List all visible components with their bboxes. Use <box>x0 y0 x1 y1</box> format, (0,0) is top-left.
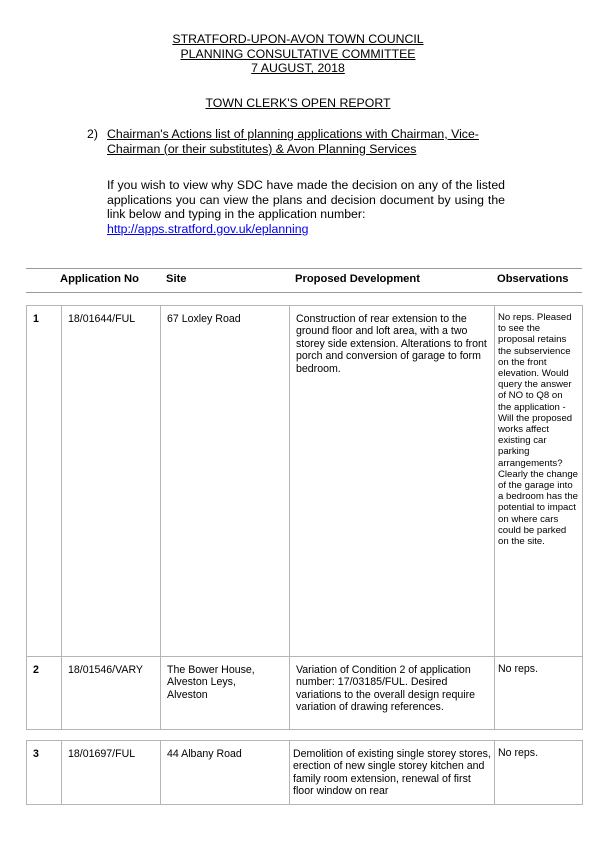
item-number: 2) <box>87 127 98 141</box>
proposed-development: Demolition of existing single storey stores, erection of new single storey kitchen and family room extension, renewal of first floor window on rear <box>293 748 491 798</box>
table-row <box>26 305 583 657</box>
column-divider <box>494 657 495 729</box>
column-divider <box>160 657 161 729</box>
site: The Bower House, Alveston Leys, Alveston <box>167 664 255 701</box>
report-title: TOWN CLERK'S OPEN REPORT <box>205 96 391 110</box>
column-divider <box>61 657 62 729</box>
committee-name: PLANNING CONSULTATIVE COMMITTEE <box>180 46 416 61</box>
column-divider <box>494 741 495 804</box>
column-divider <box>160 306 161 656</box>
meeting-date: 7 AUGUST, 2018 <box>251 61 345 76</box>
column-divider <box>61 306 62 656</box>
header-proposed-development: Proposed Development <box>295 273 420 285</box>
table-row <box>26 740 583 805</box>
column-divider <box>61 741 62 804</box>
column-divider <box>289 306 290 656</box>
column-divider <box>494 306 495 656</box>
eplanning-link[interactable]: http://apps.stratford.gov.uk/eplanning <box>107 221 309 236</box>
column-divider <box>289 657 290 729</box>
row-number: 2 <box>33 664 39 676</box>
site: 67 Loxley Road <box>167 313 241 325</box>
proposed-development: Construction of rear extension to the ground floor and loft area, with a two storey side extension. Alterations to front porch and conversion of garage to form bedroom. <box>296 313 487 375</box>
observations: No reps. <box>498 747 539 759</box>
row-number: 3 <box>33 748 39 760</box>
intro-paragraph <box>107 178 505 236</box>
document-header <box>0 32 596 76</box>
proposed-development: Variation of Condition 2 of application number: 17/03185/FUL. Desired variations to the overall design require variation of drawing references. <box>296 664 476 714</box>
observations: No reps. <box>498 663 539 675</box>
site: 44 Albany Road <box>167 748 242 760</box>
column-divider <box>289 741 290 804</box>
observations: No reps. Pleased to see the proposal retains the subservience on the front elevation. Would query the answer of NO to Q8 on the application - Will the proposed works affect existing car parking arrangements? Clearly the change of the garage into a bedroom has the potential to impact on where cars could be parked on the site. <box>498 312 579 548</box>
item-heading-text: Chairman's Actions list of planning applications with Chairman, Vice-Chairman (or their substitutes) & Avon Planning Services <box>107 127 479 156</box>
intro-text: If you wish to view why SDC have made the decision on any of the listed applications you can view the plans and decision document by using the link below and typing in the application number: <box>107 178 505 222</box>
table-row <box>26 656 583 730</box>
table-top-rule <box>26 268 582 269</box>
row-number: 1 <box>33 313 39 325</box>
application-number: 18/01697/FUL <box>68 748 136 760</box>
table-header-rule <box>26 292 582 293</box>
header-application-no: Application No <box>60 273 139 285</box>
column-divider <box>160 741 161 804</box>
header-site: Site <box>166 273 187 285</box>
application-number: 18/01546/VARY <box>68 664 143 676</box>
application-number: 18/01644/FUL <box>68 313 136 325</box>
council-name: STRATFORD-UPON-AVON TOWN COUNCIL <box>172 32 424 46</box>
header-observations: Observations <box>497 273 569 285</box>
